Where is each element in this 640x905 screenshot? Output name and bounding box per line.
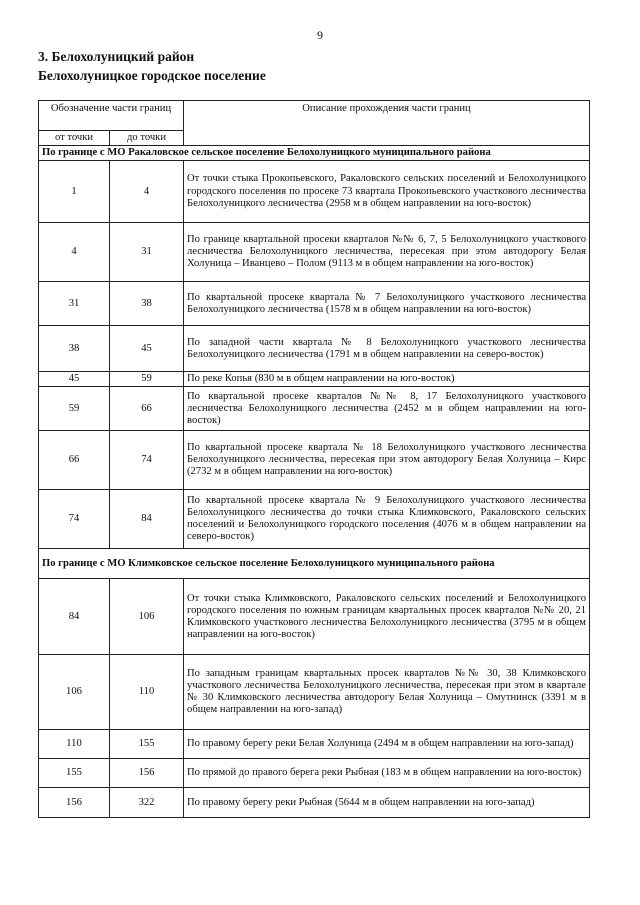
- row-description: По правому берегу реки Рыбная (5644 м в общем направлении на юго-запад): [184, 788, 590, 818]
- row-from: 45: [39, 372, 110, 387]
- row-description: От точки стыка Прокопьевского, Ракаловского сельских поселений и Белохолуницкого городского поселения по просеке 73 квартала Прокопьевского участкового лесничества Белохолуницкого лесничества (2958 м в общем направлении на юго-восток): [184, 161, 590, 223]
- row-description: По границе квартальной просеки кварталов №№ 6, 7, 5 Белохолуницкого участкового лесничества Белохолуницкого лесничества, пересекая при этом автодорогу Белая Холуница – Иванцево – Полом (9113 м в общем направлении на юго-восток): [184, 223, 590, 282]
- row-from: 84: [39, 579, 110, 655]
- header-to: до точки: [110, 131, 184, 146]
- row-description: По реке Копья (830 м в общем направлении на юго-восток): [184, 372, 590, 387]
- section-title: По границе с МО Климковское сельское поселение Белохолуницкого муниципального района: [39, 549, 590, 579]
- district-heading: 3. Белохолуницкий район: [38, 49, 195, 64]
- header-from: от точки: [39, 131, 110, 146]
- row-to: 155: [110, 730, 184, 759]
- row-description: По квартальной просеке кварталов №№ 8, 17 Белохолуницкого участкового лесничества Белохолуницкого лесничества (2452 м в общем направлении на юго-восток): [184, 387, 590, 431]
- row-description: По западной части квартала № 8 Белохолуницкого участкового лесничества Белохолуницкого лесничества (1791 м в общем направлении на северо-восток): [184, 326, 590, 372]
- row-to: 4: [110, 161, 184, 223]
- row-from: 1: [39, 161, 110, 223]
- row-from: 155: [39, 759, 110, 788]
- section-title: По границе с МО Ракаловское сельское поселение Белохолуницкого муниципального района: [39, 146, 590, 161]
- row-from: 66: [39, 431, 110, 490]
- row-to: 74: [110, 431, 184, 490]
- row-to: 106: [110, 579, 184, 655]
- settlement-heading: Белохолуницкое городское поселение: [38, 68, 266, 83]
- page-number: 9: [317, 28, 323, 42]
- header-designation: Обозначение части границ: [39, 101, 184, 131]
- row-description: По западным границам квартальных просек кварталов №№ 30, 38 Климковского участкового лесничества Белохолуницкого лесничества, пересекая при этом в квартале № 30 Климковского лесничества автодорогу Белая Холуница – Омутнинск (3391 м в общем направлении на юго-запад): [184, 655, 590, 730]
- boundary-table: [38, 100, 590, 818]
- row-from: 156: [39, 788, 110, 818]
- row-to: 84: [110, 490, 184, 549]
- row-description: По квартальной просеке квартала № 9 Белохолуницкого участкового лесничества Белохолуницкого лесничества до точки стыка Климковского, Ракаловского сельских поселений и Белохолуницкого городского поселения (4076 м в общем направлении на северо-восток): [184, 490, 590, 549]
- row-to: 45: [110, 326, 184, 372]
- row-from: 4: [39, 223, 110, 282]
- row-to: 66: [110, 387, 184, 431]
- row-from: 106: [39, 655, 110, 730]
- header-description: Описание прохождения части границ: [184, 101, 590, 146]
- row-from: 110: [39, 730, 110, 759]
- row-description: По правому берегу реки Белая Холуница (2494 м в общем направлении на юго-запад): [184, 730, 590, 759]
- row-description: По квартальной просеке квартала № 18 Белохолуницкого участкового лесничества Белохолуницкого лесничества, пересекая при этом автодорогу Белая Холуница – Кирс (2732 м в общем направлении на юго-восток): [184, 431, 590, 490]
- row-to: 59: [110, 372, 184, 387]
- row-description: По квартальной просеке квартала № 7 Белохолуницкого участкового лесничества Белохолуницкого лесничества (1578 м в общем направлении на юго-восток): [184, 282, 590, 326]
- row-to: 156: [110, 759, 184, 788]
- row-from: 31: [39, 282, 110, 326]
- row-to: 38: [110, 282, 184, 326]
- row-description: По прямой до правого берега реки Рыбная (183 м в общем направлении на юго-восток): [184, 759, 590, 788]
- row-from: 38: [39, 326, 110, 372]
- row-from: 59: [39, 387, 110, 431]
- row-to: 31: [110, 223, 184, 282]
- row-to: 322: [110, 788, 184, 818]
- row-from: 74: [39, 490, 110, 549]
- row-description: От точки стыка Климковского, Ракаловского сельских поселений и Белохолуницкого городского поселения по южным границам квартальных просек кварталов №№ 20, 21 Климковского участкового лесничества Белохолуницкого лесничества (3795 м в общем направлении на юго-восток): [184, 579, 590, 655]
- row-to: 110: [110, 655, 184, 730]
